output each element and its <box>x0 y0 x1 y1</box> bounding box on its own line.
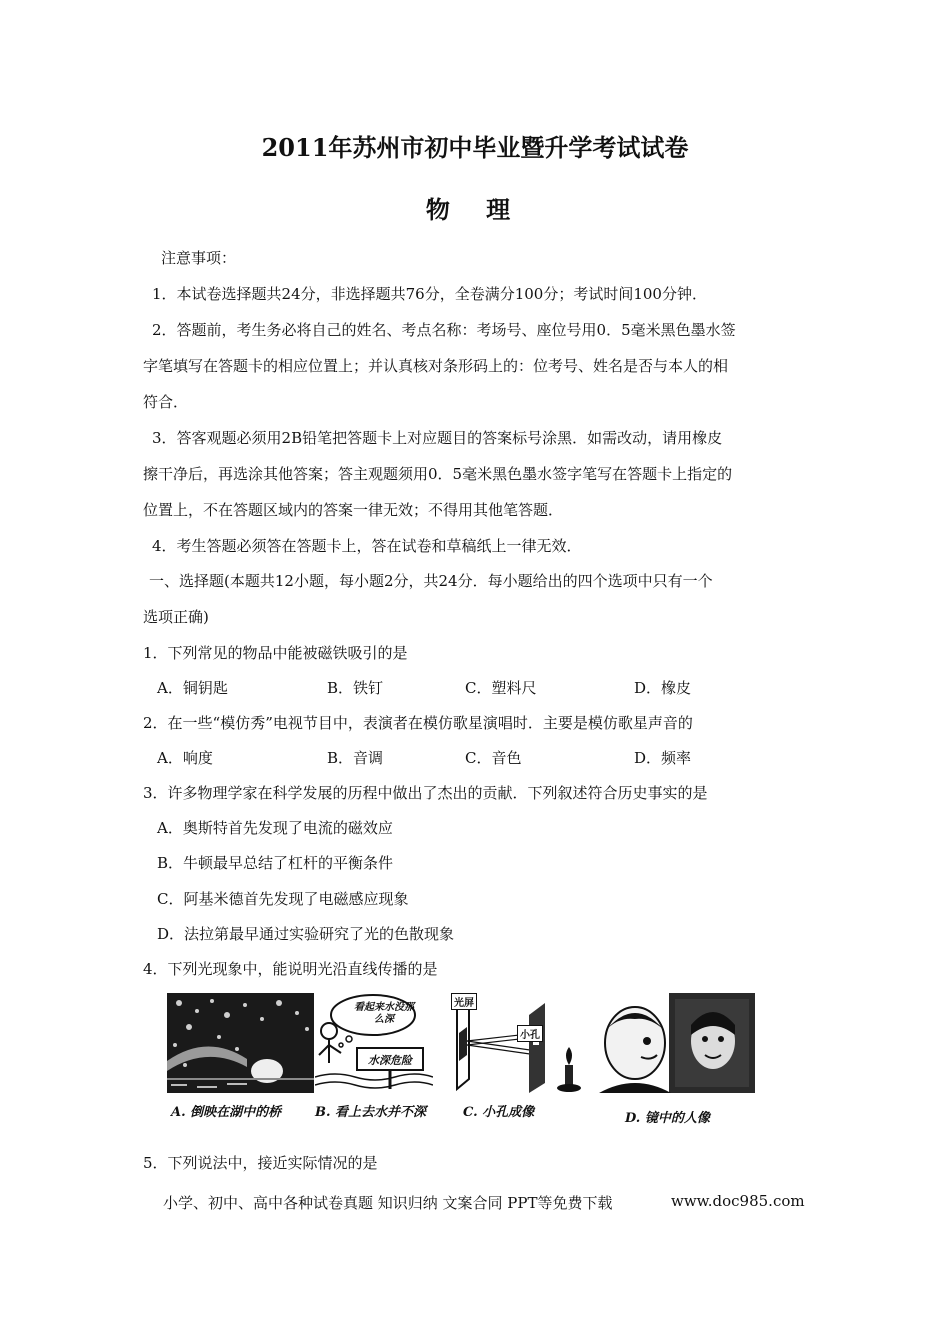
q3-stem: 3．许多物理学家在科学发展的历程中做出了杰出的贡献．下列叙述符合历史事实的是 <box>143 784 708 802</box>
q3-option-d: D．法拉第最早通过实验研究了光的色散现象 <box>157 925 455 943</box>
q2-option-c: C．音色 <box>465 749 522 767</box>
q4-caption-c: C. 小孔成像 <box>463 1105 535 1120</box>
q2-option-b: B．音调 <box>327 749 384 767</box>
q4-figure <box>167 993 755 1126</box>
q3-option-c: C．阿基米德首先发现了电磁感应现象 <box>157 890 409 908</box>
q5-stem: 5．下列说法中，接近实际情况的是 <box>143 1154 378 1172</box>
q4-caption-d: D. 镜中的人像 <box>625 1111 710 1126</box>
q2-stem: 2．在一些“模仿秀”电视节目中，表演者在模仿歌星演唱时．主要是模仿歌星声音的 <box>143 714 693 732</box>
bridge-reflection-picture <box>167 993 314 1093</box>
subject-title: 物 理 <box>425 195 525 224</box>
notice-item-4: 4．考生答题必须答在答题卡上，答在试卷和草稿纸上一律无效． <box>152 537 582 555</box>
notice-item-2-line-1: 2．答题前，考生务必将自己的姓名、考点名称：考场号、座位号用0．5毫米黑色墨水签 <box>152 321 736 339</box>
q4-caption-b: B. 看上去水并不深 <box>315 1105 427 1120</box>
q1-option-a: A．铜钥匙 <box>157 679 228 697</box>
q3-option-b: B．牛顿最早总结了杠杆的平衡条件 <box>157 854 394 872</box>
footer-text: 小学、初中、高中各种试卷真题 知识归纳 文案合同 PPT等免费下载 <box>163 1194 613 1212</box>
q3-option-a: A．奥斯特首先发现了电流的磁效应 <box>157 819 393 837</box>
q1-option-c: C．塑料尺 <box>465 679 537 697</box>
q1-stem: 1．下列常见的物品中能被磁铁吸引的是 <box>143 644 408 662</box>
q2-option-d: D．频率 <box>634 749 692 767</box>
notice-item-3-line-2: 擦干净后，再选涂其他答案；答主观题须用0．5毫米黑色墨水签字笔写在答题卡上指定的 <box>143 465 733 483</box>
notice-item-3-line-1: 3．答客观题必须用2B铅笔把答题卡上对应题目的答案标号涂黑．如需改动，请用橡皮 <box>152 429 723 447</box>
notice-item-1: 1．本试卷选择题共24分，非选择题共76分，全卷满分100分；考试时间100分钟． <box>152 285 707 303</box>
section-heading-line-2: 选项正确) <box>143 608 209 626</box>
section-heading-line-1: 一、选择题(本题共12小题，每小题2分，共24分．每小题给出的四个选项中只有一个 <box>149 572 713 590</box>
q4-screen-label: 光屏 <box>451 993 477 1010</box>
q4-caption-a: A. 倒映在湖中的桥 <box>171 1105 282 1120</box>
notice-item-3-line-3: 位置上，不在答题区域内的答案一律无效；不得用其他笔答题． <box>143 501 564 519</box>
q4-pinhole-label: 小孔 <box>517 1025 543 1042</box>
q1-option-d: D．橡皮 <box>634 679 692 697</box>
q4-danger-sign-text: 水深危险 <box>368 1054 412 1067</box>
notice-heading: 注意事项： <box>161 249 237 267</box>
footer-url[interactable]: www.doc985.com <box>671 1192 805 1210</box>
q4-stem: 4．下列光现象中，能说明光沿直线传播的是 <box>143 960 438 978</box>
q4-speech-bubble-text: 看起来水没那么深 <box>354 1002 414 1025</box>
notice-item-2-line-2: 字笔填写在答题卡的相应位置上；并认真核对条形码上的：位考号、姓名是否与本人的相 <box>143 357 729 375</box>
q1-option-b: B．铁钉 <box>327 679 384 697</box>
exam-title: 2011年苏州市初中毕业暨升学考试试卷 <box>261 133 689 162</box>
notice-item-2-line-3: 符合． <box>143 393 189 411</box>
mirror-image-picture <box>595 993 755 1093</box>
q2-option-a: A．响度 <box>157 749 213 767</box>
